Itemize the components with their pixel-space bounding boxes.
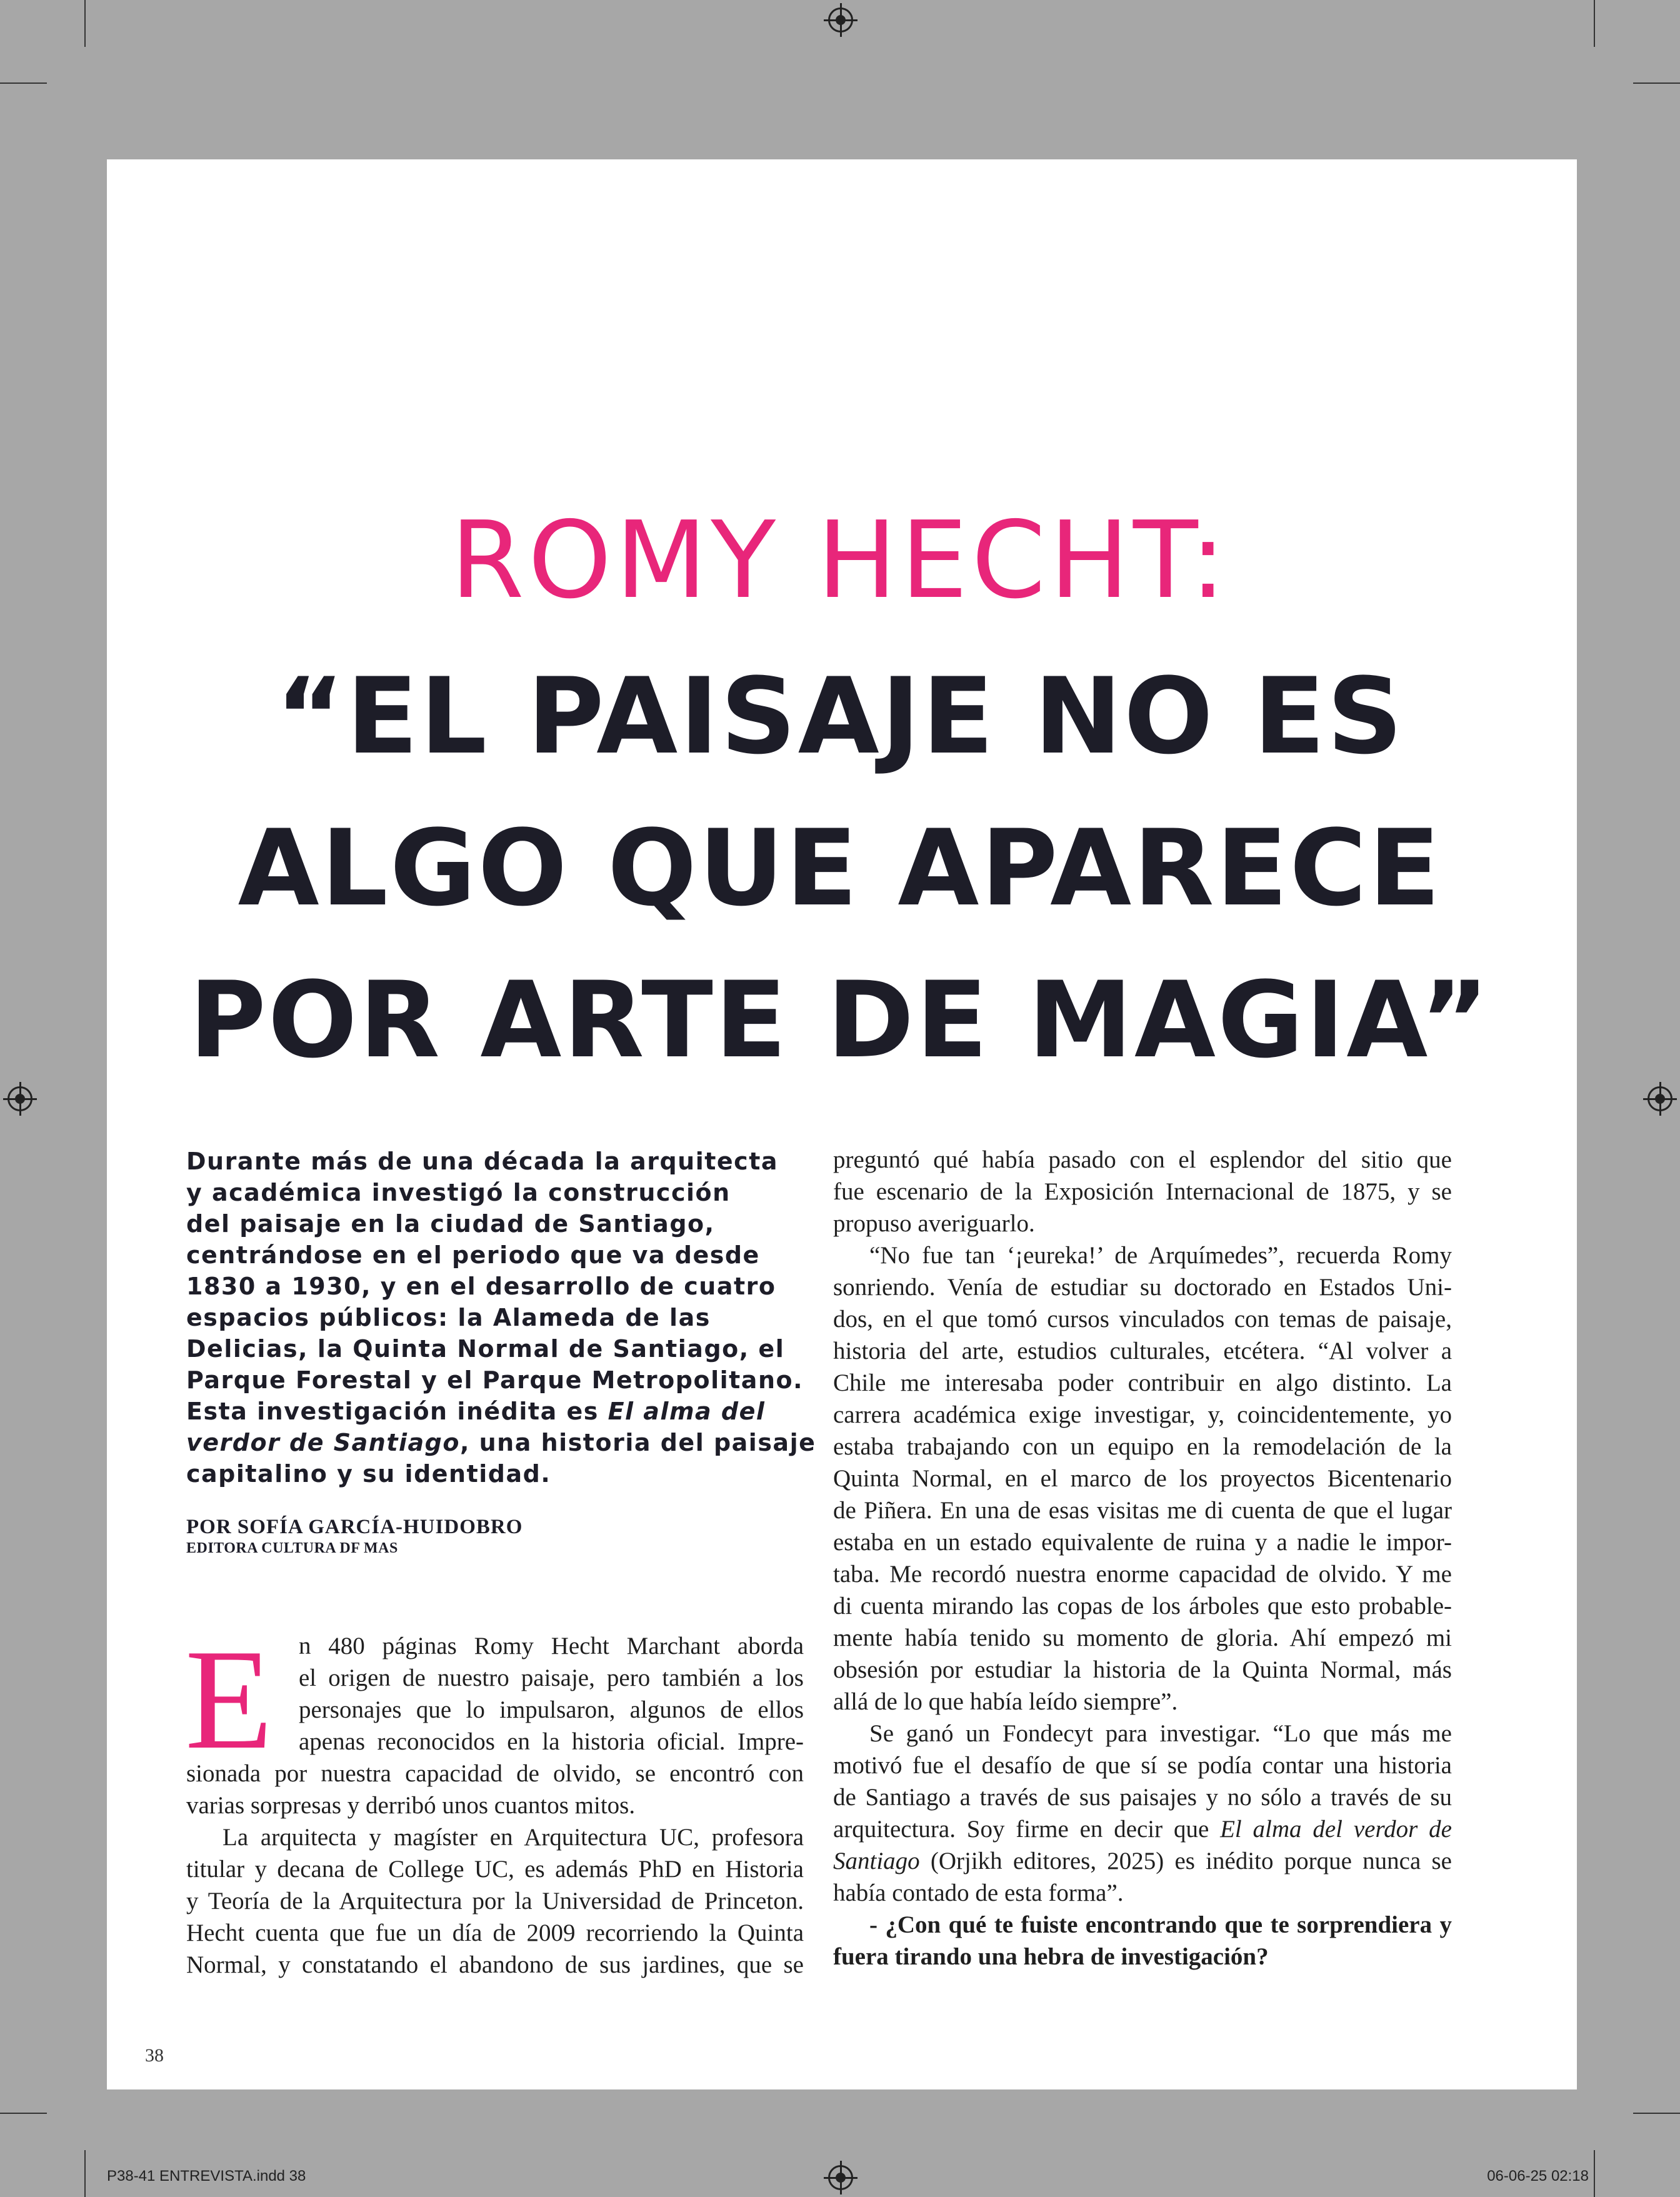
body-line: fue escenario de la Exposición Internacional de 1875, y se xyxy=(833,1178,1452,1205)
slug-filename: P38-41 ENTREVISTA.indd 38 xyxy=(107,2168,306,2184)
interview-question: fuera tirando una hebra de investigación? xyxy=(833,1943,1269,1970)
body-line: sonriendo. Venía de estudiar su doctorado en Estados Uni- xyxy=(833,1274,1452,1301)
book-title: El alma del xyxy=(608,1398,766,1425)
body-line: n 480 páginas Romy Hecht Marchant aborda xyxy=(299,1633,804,1659)
lead-line: Delicias, la Quinta Normal de Santiago, el xyxy=(186,1335,785,1363)
body-line: estaba en un estado equivalente de ruina y a nadie le impor- xyxy=(833,1529,1452,1556)
lead-line: espacios públicos: la Alameda de las xyxy=(186,1304,711,1331)
registration-mark-icon xyxy=(828,2165,853,2190)
crop-mark xyxy=(1633,83,1680,84)
body-line: de Santiago a través de sus paisajes y no sólo a través de su xyxy=(833,1784,1452,1811)
body-line: Se ganó un Fondecyt para investigar. “Lo que más me xyxy=(869,1720,1452,1747)
body-line: Quinta Normal, en el marco de los proyectos Bicentenario xyxy=(833,1465,1452,1492)
body-line: allá de lo que había leído siempre”. xyxy=(833,1688,1178,1715)
headline-quote-line: POR ARTE DE MAGIA” xyxy=(189,959,1491,1081)
lead-line: verdor de Santiago, una historia del paisaje xyxy=(186,1429,816,1456)
headline-quote-line: ALGO QUE APARECE xyxy=(238,807,1442,929)
body-column-left xyxy=(299,1630,804,1758)
lead-line: y académica investigó la construcción xyxy=(186,1179,731,1206)
body-line: dos, en el que tomó cursos vinculados con temas de paisaje, xyxy=(833,1306,1452,1333)
body-column-left-continued xyxy=(186,1758,804,1981)
byline xyxy=(186,1516,522,1557)
body-line: historia del arte, estudios culturales, etcétera. “Al volver a xyxy=(833,1338,1452,1364)
lead-line: Parque Forestal y el Parque Metropolitano. xyxy=(186,1366,804,1394)
body-line: Chile me interesaba poder contribuir en algo distinto. La xyxy=(833,1369,1452,1396)
byline-role: EDITORA CULTURA DF MAS xyxy=(186,1540,398,1556)
body-column-right xyxy=(833,1144,1452,1973)
crop-mark xyxy=(84,2150,86,2197)
crop-mark xyxy=(0,2113,47,2114)
lead-line: Durante más de una década la arquitecta xyxy=(186,1148,779,1175)
body-line: preguntó qué había pasado con el esplendor del sitio que xyxy=(833,1146,1452,1173)
registration-mark-icon xyxy=(828,8,853,33)
body-line: y Teoría de la Arquitectura por la Universidad de Princeton. xyxy=(186,1888,804,1914)
headline-quote-line: “EL PAISAJE NO ES xyxy=(275,655,1405,778)
body-line: de Piñera. En una de esas visitas me di cuenta de que el lugar xyxy=(833,1497,1452,1524)
page-number: 38 xyxy=(145,2045,164,2066)
body-line: estaba trabajando con un equipo en la remodelación de la xyxy=(833,1433,1452,1460)
lead-line: 1830 a 1930, y en el desarrollo de cuatro xyxy=(186,1273,776,1300)
body-line: sionada por nuestra capacidad de olvido, se encontró con xyxy=(186,1760,804,1787)
body-line: carrera académica exige investigar, y, coincidentemente, yo xyxy=(833,1401,1452,1428)
drop-cap: E xyxy=(185,1619,273,1779)
slug-timestamp: 06-06-25 02:18 xyxy=(1487,2168,1589,2184)
byline-author: POR SOFÍA GARCÍA-HUIDOBRO xyxy=(186,1516,523,1538)
body-line: varias sorpresas y derribó unos cuantos mitos. xyxy=(186,1792,636,1819)
body-line: arquitectura. Soy firme en decir que El alma del verdor de xyxy=(833,1816,1452,1843)
body-line: Santiago (Orjikh editores, 2025) es inédito porque nunca se xyxy=(833,1848,1452,1874)
body-line: apenas reconocidos en la historia oficial. Impre- xyxy=(299,1728,804,1755)
headline-name: ROMY HECHT: xyxy=(450,499,1230,623)
body-line: motivó fue el desafío de que sí se podía contar una historia xyxy=(833,1752,1452,1779)
body-line: Hecht cuenta que fue un día de 2009 recorriendo la Quinta xyxy=(186,1919,804,1946)
body-line: el origen de nuestro paisaje, pero también a los xyxy=(299,1664,804,1691)
interview-question: - ¿Con qué te fuiste encontrando que te sorprendiera y xyxy=(869,1911,1452,1938)
crop-mark xyxy=(84,0,86,47)
body-line: mente había tenido su momento de gloria. Ahí empezó mi xyxy=(833,1624,1452,1651)
body-line: propuso averiguarlo. xyxy=(833,1210,1035,1237)
body-line: “No fue tan ‘¡eureka!’ de Arquímedes”, recuerda Romy xyxy=(869,1242,1452,1269)
lead-line: capitalino y su identidad. xyxy=(186,1460,551,1488)
lead-line: centrándose en el periodo que va desde xyxy=(186,1241,760,1269)
crop-mark xyxy=(1594,2150,1595,2197)
registration-mark-icon xyxy=(1648,1086,1672,1111)
body-line: Normal, y constatando el abandono de sus jardines, que se xyxy=(186,1951,804,1978)
body-line: había contado de esta forma”. xyxy=(833,1879,1124,1906)
book-title: verdor de Santiago xyxy=(186,1429,460,1456)
lead-line: del paisaje en la ciudad de Santiago, xyxy=(186,1210,715,1238)
body-line: obsesión por estudiar la historia de la Quinta Normal, más xyxy=(833,1656,1452,1683)
lead-line: Esta investigación inédita es El alma del xyxy=(186,1398,766,1425)
lead-paragraph xyxy=(186,1146,816,1489)
crop-mark xyxy=(1633,2113,1680,2114)
registration-mark-icon xyxy=(8,1086,32,1111)
body-line: di cuenta mirando las copas de los árboles que esto probable- xyxy=(833,1593,1452,1619)
body-line: personajes que lo impulsaron, algunos de ellos xyxy=(299,1696,804,1723)
body-line: La arquitecta y magíster en Arquitectura UC, profesora xyxy=(222,1824,804,1851)
body-line: titular y decana de College UC, es además PhD en Historia xyxy=(186,1856,804,1883)
book-title: Santiago xyxy=(833,1848,920,1874)
book-title: El alma del verdor de xyxy=(1220,1816,1452,1843)
body-line: taba. Me recordó nuestra enorme capacidad de olvido. Y me xyxy=(833,1561,1452,1588)
crop-mark xyxy=(1594,0,1595,47)
crop-mark xyxy=(0,83,47,84)
